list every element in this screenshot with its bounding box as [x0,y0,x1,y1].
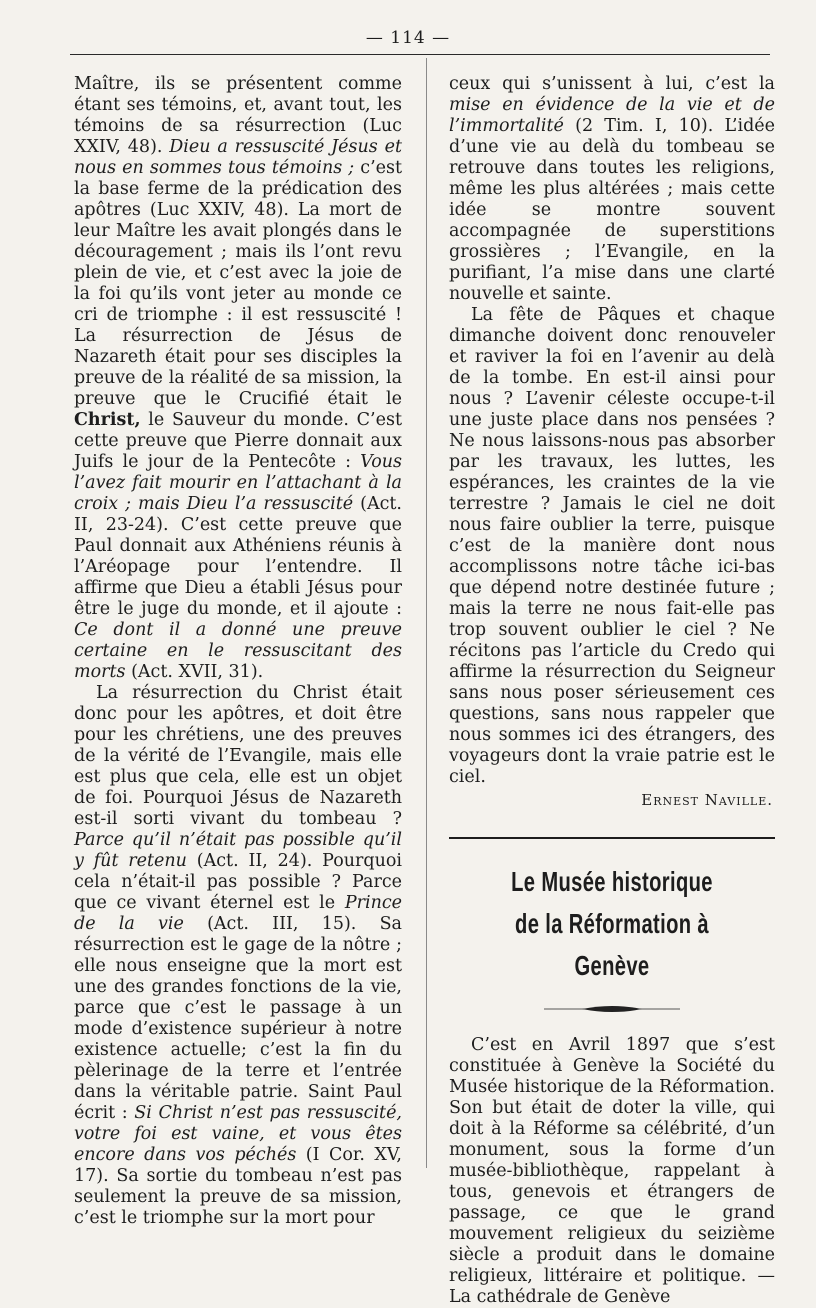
header-rule [70,54,770,55]
left-paragraph-1 [74,74,402,683]
text-run: c’est la base ferme de la prédication des apôtres (Luc XXIV, 48). La mort de leur Maître les avait plongés dans le découragement ; mais ils l’ont revu plein de vie, et c’est avec la joie de la foi qu’ils vont jeter au monde ce cri de triomphe : il est ressuscité ! La résurrection de Jésus de Nazareth était pour ses disciples la preuve de la réalité de sa mission, la preuve que le Crucifié était le [74,158,403,409]
left-column [74,74,402,1229]
text-run: La résurrection du Christ était donc pour les apôtres, et doit être pour les chrétiens, une des preuves de la vérité de l’Evangile, mais elle est plus que cela, elle est un objet de foi. Pourquoi Jésus de Nazareth est-il sorti vivant du tombeau ? [74,683,402,829]
ornament-divider-icon [542,1003,682,1015]
right-paragraph-3: C’est en Avril 1897 que s’est constituée à Genève la Société du Musée historique de la Réformation. Son but était de doter la ville, qui doit à la Réforme sa célébrité, d’un monument, sous la forme d’un musée-bibliothèque, rappelant à tous, genevois et étrangers de passage, ce que le grand mouvement religieux du seizième siècle a produit dans le domaine religieux, littéraire et politique. — La cathédrale de Genève [449,1035,775,1307]
right-paragraph-1 [449,74,775,305]
author-signature: Ernest Naville. [641,791,773,809]
bold-term: Christ, [74,410,141,430]
text-run: (2 Tim. I, 10). L’idée d’une vie au delà du tombeau se retrouve dans toutes les religions, même les plus altérées ; mais cette idée se montre souvent accompagnée de superstitions grossières ; l’Evangile, en la purifiant, l’a mise dans une clarté nouvelle et sainte. [449,116,775,304]
text-run: (Act. III, 15). Sa résurrection est le gage de la nôtre ; elle nous enseigne que la mort est une des grandes fonctions de la vie, parce que c’est le passage à un mode d’existence supérieur à notre existence actuelle; c’est la fin du pèlerinage de la terre et l’entrée dans la véritable patrie. Saint Paul écrit : [74,914,402,1123]
text-run: (Act. II, 23-24). C’est cette preuve que Paul donnait aux Athéniens réunis à l’Aréopage pour l’entendre. Il affirme que Dieu a établi Jésus pour être le juge du monde, et il ajoute : [74,494,402,619]
italic-quote: Ce dont il a donné une preuve certaine en le ressuscitant des morts [74,620,402,682]
right-paragraph-2: La fête de Pâques et chaque dimanche doivent donc renouveler et raviver la foi en l’avenir au delà de la tombe. En est-il ainsi pour nous ? L’avenir céleste occupe-t-il une juste place dans nos pensées ? Ne nous laissons-nous pas absorber par les travaux, les luttes, les espérances, les craintes de la vie terrestre ? Jamais le ciel ne doit nous faire oublier la terre, puisque c’est de la manière dont nous accomplissons notre tâche ici-bas que dépend notre destinée future ; mais la terre ne nous fait-elle pas trop souvent oublier le ciel ? Ne récitons pas l’article du Credo qui affirme la résurrection du Seigneur sans nous poser sérieusement ces questions, sans nous rappeler que nous sommes ici des étrangers, des voyageurs dont la vraie patrie est le ciel. [449,305,775,787]
text-run: (Act. XVII, 31). [125,662,264,682]
text-run: le Sauveur du monde. C’est cette preuve que Pierre donnait aux Juifs le jour de la Pentecôte : [74,410,402,472]
section-title [495,861,730,987]
italic-quote: Dieu a ressuscité Jésus et nous en sommes tous témoins ; [74,137,402,178]
column-divider [426,58,427,1168]
section-rule [449,837,775,839]
italic-quote: Parce qu’il n’était pas possible qu’il y fût retenu [74,830,402,871]
page-number: — 114 — [365,28,451,48]
section-title-line-1: Le Musée historique [511,866,713,897]
section-title-line-2: de la Réformation à Genève [515,908,709,981]
right-column [449,74,775,1308]
italic-quote: Si Christ n’est pas ressuscité, votre foi est vaine, et vous êtes encore dans vos péchés [74,1103,402,1165]
italic-quote: Prince de la vie [74,893,402,934]
text-run: (I Cor. XV, 17). Sa sortie du tombeau n’est pas seulement la preuve de sa mission, c’est le triomphe sur la mort pour [74,1145,402,1228]
text-run: ceux qui s’unissent à lui, c’est la [449,74,775,94]
italic-quote: Vous l’avez fait mourir en l’attachant à la croix ; mais Dieu l’a ressuscité [74,452,402,514]
text-run: Maître, ils se présentent comme étant ses témoins, et, avant tout, les témoins de sa résurrection (Luc XXIV, 48). [74,74,402,157]
left-paragraph-2 [74,683,402,1229]
text-run: (Act. II, 24). Pourquoi cela n’était-il pas possible ? Parce que ce vivant éternel est le [74,851,402,913]
italic-quote: mise en évidence de la vie et de l’immortalité [449,95,775,136]
